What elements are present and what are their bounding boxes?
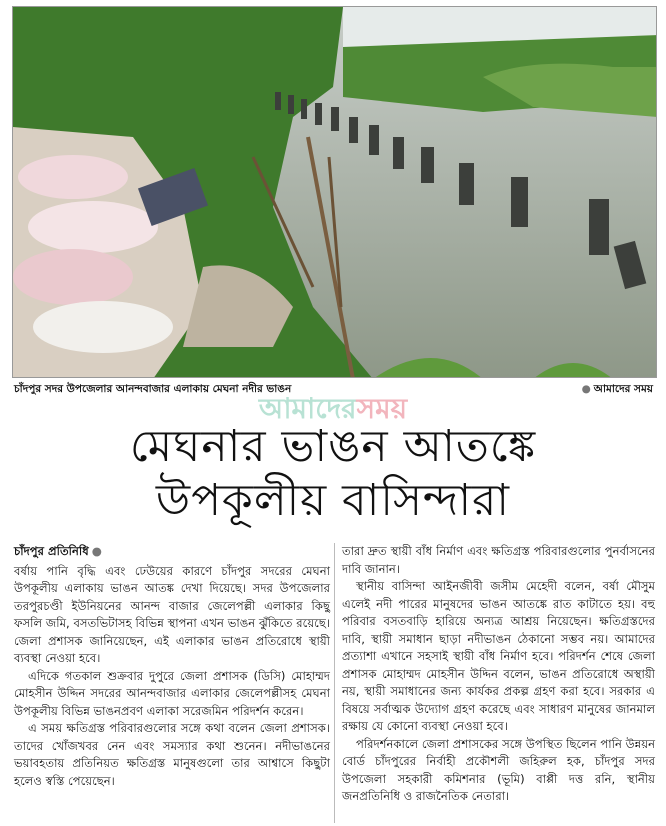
paragraph: এ সময় ক্ষতিগ্রস্ত পরিবারগুলোর সঙ্গে কথা বলেন জেলা প্রশাসক। তাদের খোঁজখবর নেন এবং সমস্যার কথা শুনেন। নদীভাঙনের ভয়াবহতায় প্রতিনিয়ত ক্ষতিগ্রস্ত মানুষগুলো তার আশ্বাসে কিছুটা হলেও স্বস্তি পেয়েছেন। [14,721,330,788]
paragraph: এদিকে গতকাল শুক্রবার দুপুরে জেলা প্রশাসক (ডিসি) মোহাম্মদ মোহসীন উদ্দিন সদরের আনন্দবাজার এলাকার জেলেপল্লীসহ মেঘনা উপকূলীয় বিভিন্ন ভাঙনপ্রবণ এলাকা সরেজমিন পরিদর্শন করেন। [14,668,330,718]
paragraph: স্থানীয় বাসিন্দা আইনজীবী জসীম মেহেদী বলেন, বর্ষা মৌসুম এলেই নদী পারের মানুষদের ভাঙন আতঙ্কে রাত কাটাতে হয়। বহু পরিবার বসতবাড়ি হারিয়ে অন্যত্র আশ্রয় নিয়েছেন। ক্ষতিগ্রস্তদের দাবি, স্থায়ী সমাধান ছাড়া নদীভাঙন ঠেকানো সম্ভব নয়। আমাদের প্রত্যাশা এখানে সহসাই স্থায়ী বাঁধ নির্মাণ হবে। পরিদর্শন শেষে জেলা প্রশাসক মোহাম্মদ মোহসীন উদ্দিন বলেন, ভাঙন প্রতিরোধে অস্থায়ী নয়, স্থায়ী সমাধানের জন্য কার্যকর প্রকল্প গ্রহণ করা হবে। সরকার এ বিষয়ে সর্বাত্মক উদ্যোগ গ্রহণ করেছে এবং সাধারণ মানুষের জানমাল রক্ষায় যে কোনো ব্যবস্থা নেওয়া হবে। [342,579,655,733]
paragraph: তারা দ্রুত স্থায়ী বাঁধ নির্মাণ এবং ক্ষতিগ্রস্ত পরিবারগুলোর পুনর্বাসনের দাবি জানান। [342,544,655,576]
paragraph: বর্ষায় পানি বৃদ্ধি এবং ঢেউয়ের কারণে চাঁদপুর সদরের মেঘনা উপকূলীয় এলাকায় ভাঙন আতঙ্ক দেখা দিয়েছে। সদর উপজেলার তরপুরচণ্ডী ইউনিয়নের আনন্দ বাজার জেলেপল্লী এলাকার কিছু ফসলি জমি, বসতভিটাসহ বিভিন্ন স্থাপনা এখন ভাঙন ঝুঁকিতে রয়েছে। জেলা প্রশাসক জানিয়েছেন, এই এলাকার ভাঙন প্রতিরোধে স্থায়ী ব্যবস্থা নেওয়া হবে। [14,563,330,665]
byline-text: চাঁদপুর প্রতিনিধি [14,544,89,558]
photo-credit-text: আমাদের সময় [593,383,653,395]
watermark-part-a: আমাদের [258,392,357,425]
photo-caption: চাঁদপুর সদর উপজেলার আনন্দবাজার এলাকায় মেঘনা নদীর ভাঙন [14,383,292,395]
article-column-right [342,543,655,806]
article-body [12,543,657,823]
bullet-icon: ● [581,383,591,395]
news-photo [12,6,657,378]
photo-credit [582,381,653,397]
headline-line-2: উপকূলীয় বাসিন্দারা [155,475,511,526]
watermark-part-b: সময় [356,392,408,425]
headline-line-1: মেঘনার ভাঙন আতঙ্কে [129,421,537,472]
paragraph: পরিদর্শনকালে জেলা প্রশাসকের সঙ্গে উপস্থিত ছিলেন পানি উন্নয়ন বোর্ড চাঁদপুরের নির্বাহী প্রকৌশলী জহিরুল হক, চাঁদপুর সদর উপজেলা সহকারী কমিশনার (ভূমি) বাপ্পী দত্ত রনি, স্থানীয় জনপ্রতিনিধি ও রাজনৈতিক নেতারা। [342,736,655,803]
article-column-left [14,543,330,790]
byline [14,543,330,561]
river-erosion-illustration [13,7,657,378]
article-headline [20,420,646,528]
column-divider [334,543,335,823]
bullet-icon: ● [91,544,102,558]
